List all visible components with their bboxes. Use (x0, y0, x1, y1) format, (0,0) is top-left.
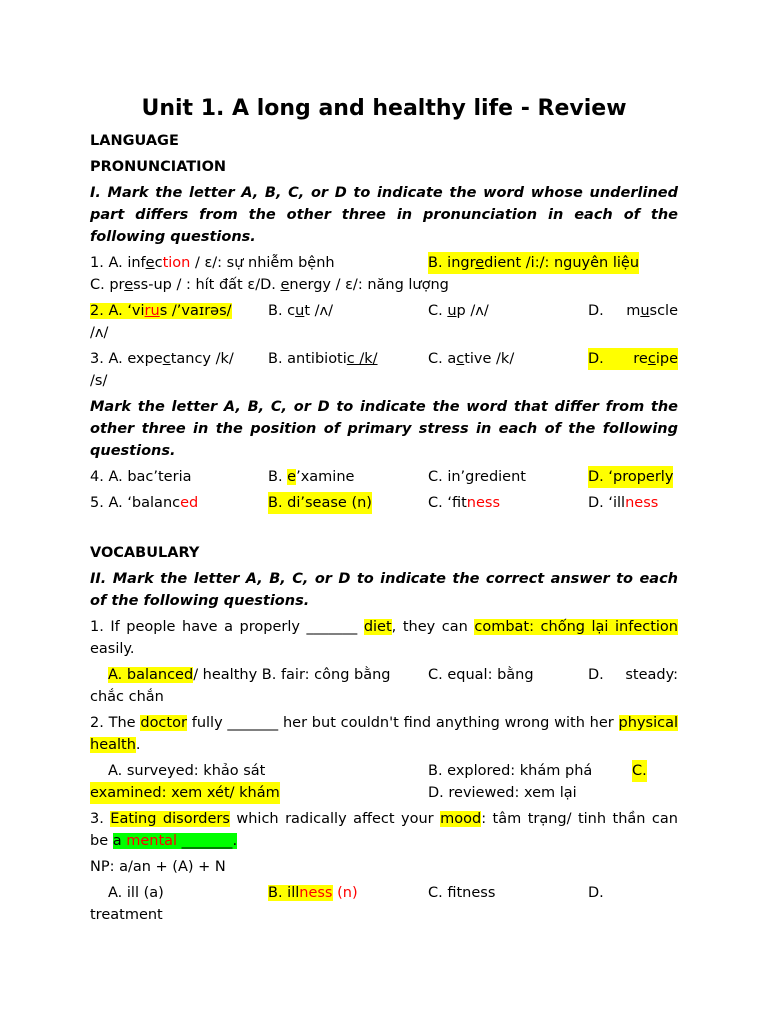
question-1-row-2 (90, 274, 678, 296)
q3-option-c: C. active /k/ (428, 351, 515, 367)
p2-q1-option-d-cont: chắc chắn (90, 689, 164, 705)
q2-option-c: C. up /ʌ/ (428, 303, 489, 319)
question-3-row (90, 348, 678, 392)
p2-q3-option-a: A. ill (a) (108, 885, 164, 901)
question-2-row (90, 300, 678, 344)
p2-q2-option-b: B. explored: khám phá (428, 763, 593, 779)
q1-option-a: 1. A. infection / ε/: sự nhiễm bệnh (90, 255, 335, 271)
spacer (90, 514, 678, 542)
p2-q2-option-a: A. surveyed: khảo sát (108, 763, 266, 779)
q4-option-b: B. e’xamine (268, 469, 355, 485)
p2-question-1-stem: 1. If people have a properly _______ diet, they can combat: chống lại infection easily. (90, 619, 678, 657)
part2-instruction: II. Mark the letter A, B, C, or D to indicate the correct answer to each of the following questions. (90, 571, 678, 609)
p2-q2-option-c-answer: C. (632, 760, 647, 782)
q2-option-a-answer: 2. A. ‘virus /’vaɪrəs/ /ʌ/ (90, 303, 232, 341)
p2-question-2-stem: 2. The doctor fully _______ her but couldn't find anything wrong with her physical health. (90, 715, 678, 753)
q2-option-d: D. muscle (588, 303, 678, 319)
q5-option-d: D. ‘illness (588, 495, 659, 511)
q4-option-c: C. in’gredient (428, 469, 526, 485)
question-1-row (90, 252, 678, 274)
q1-option-b-answer: B. ingredient /i:/: nguyên liệu (428, 252, 639, 274)
q4-option-d-answer: D. ‘properly (588, 466, 673, 488)
q1-options-c-d: C. press-up / : hít đất ε/D. energy / ε/: năng lượng (90, 277, 449, 293)
page-title: Unit 1. A long and healthy life - Review (141, 96, 627, 121)
p2-question-1-options (90, 664, 678, 708)
p2-q3-option-c: C. fitness (428, 885, 496, 901)
q5-option-a: 5. A. ‘balanced (90, 495, 199, 511)
section-heading-language: LANGUAGE (90, 133, 179, 149)
p2-q1-option-a-answer: A. balanced/ healthy B. fair: công bằng (108, 667, 391, 683)
q3-option-d-answer: D. recipe (588, 348, 678, 370)
section-heading-vocabulary: VOCABULARY (90, 545, 200, 561)
p2-q3-option-d-cont: treatment (90, 907, 163, 923)
section-heading-pronunciation: PRONUNCIATION (90, 159, 227, 175)
q3-option-a: 3. A. expectancy /k/ /s/ (90, 351, 234, 389)
p2-question-3-stem: 3. Eating disorders which radically affect your mood: tâm trạng/ tinh thần can be a mental _______. (90, 811, 678, 849)
stress-instruction: Mark the letter A, B, C, or D to indicate the word that differ from the other three in the position of primary stress in each of the following questions. (90, 399, 678, 459)
p2-q3-note: NP: a/an + (A) + N (90, 859, 226, 875)
q5-option-b-answer: B. di’sease (n) (268, 492, 372, 514)
q5-option-c: C. ‘fitness (428, 495, 501, 511)
p2-q2-option-d: D. reviewed: xem lại (428, 785, 577, 801)
p2-q2-option-c-cont: examined: xem xét/ khám (90, 782, 280, 804)
p2-q3-option-d: D. (588, 885, 604, 901)
p2-question-2-options (90, 760, 678, 804)
question-4-row (90, 466, 678, 488)
p2-q1-option-d: D. steady: (588, 667, 678, 683)
p2-q3-option-b-answer: B. illness (n) (268, 885, 358, 901)
part1-instruction: I. Mark the letter A, B, C, or D to indicate the word whose underlined part differs from the other three in pronunciation in each of the following questions. (90, 185, 678, 245)
question-5-row (90, 492, 678, 514)
p2-question-3-options (90, 882, 678, 926)
q3-option-b: B. antibiotic /k/ (268, 351, 378, 367)
p2-q1-option-c: C. equal: bằng (428, 667, 534, 683)
document-page (90, 94, 678, 926)
q2-option-b: B. cut /ʌ/ (268, 303, 333, 319)
q4-option-a: 4. A. bac’teria (90, 469, 192, 485)
